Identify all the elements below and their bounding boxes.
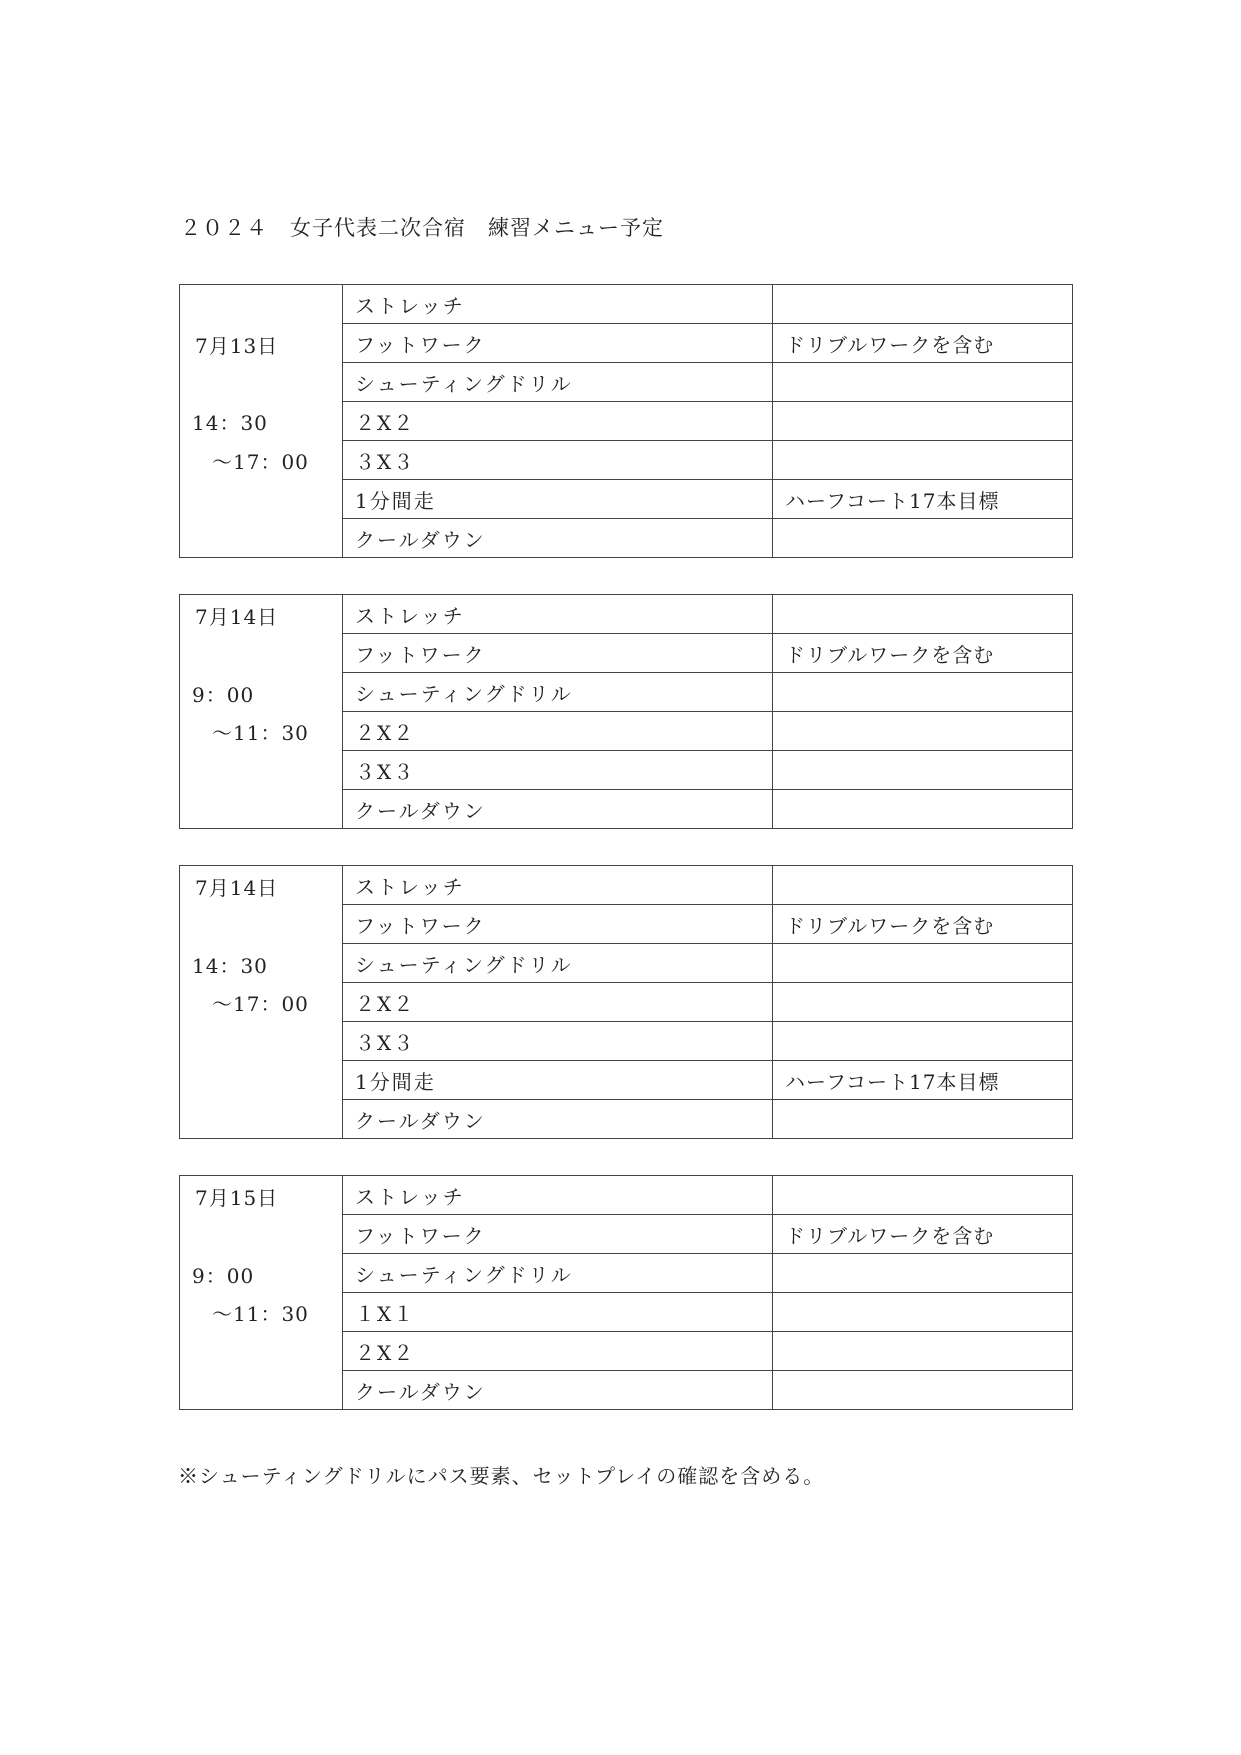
menu-item: ２X２ (343, 712, 773, 751)
menu-note: ドリブルワークを含む (773, 634, 1073, 673)
session-time-cell (180, 866, 343, 1139)
table-row (180, 285, 1073, 324)
menu-item: クールダウン (343, 1100, 773, 1139)
footnote: ※シューティングドリルにパス要素、セットプレイの確認を含める。 (178, 1464, 825, 1488)
menu-note (773, 944, 1073, 983)
menu-item: フットワーク (343, 634, 773, 673)
menu-item: ３X３ (343, 441, 773, 480)
menu-note: ドリブルワークを含む (773, 324, 1073, 363)
menu-item: ３X３ (343, 1022, 773, 1061)
menu-item: フットワーク (343, 1215, 773, 1254)
session-end-time: ～11：30 (212, 1302, 309, 1327)
menu-item: ストレッチ (343, 866, 773, 905)
menu-item: 1分間走 (343, 480, 773, 519)
menu-item: 1分間走 (343, 1061, 773, 1100)
menu-note (773, 441, 1073, 480)
menu-item: シューティングドリル (343, 1254, 773, 1293)
menu-note (773, 1293, 1073, 1332)
menu-item: ストレッチ (343, 595, 773, 634)
menu-item: クールダウン (343, 519, 773, 558)
menu-note (773, 1371, 1073, 1410)
menu-note: ドリブルワークを含む (773, 905, 1073, 944)
menu-note: ハーフコート17本目標 (773, 1061, 1073, 1100)
session-table (179, 284, 1073, 558)
session-time-cell (180, 285, 343, 558)
menu-item: ストレッチ (343, 1176, 773, 1215)
menu-note (773, 1332, 1073, 1371)
session-table (179, 865, 1073, 1139)
menu-item: １X１ (343, 1293, 773, 1332)
session-date: 7月15日 (195, 1186, 279, 1210)
menu-item: フットワーク (343, 324, 773, 363)
session-start-time: 14：30 (192, 411, 268, 436)
menu-note (773, 402, 1073, 441)
menu-item: シューティングドリル (343, 673, 773, 712)
menu-note (773, 751, 1073, 790)
menu-note (773, 1176, 1073, 1215)
session-table (179, 1175, 1073, 1410)
session-end-time: ～17：00 (212, 992, 309, 1017)
menu-item: フットワーク (343, 905, 773, 944)
menu-note (773, 790, 1073, 829)
menu-note (773, 1022, 1073, 1061)
session-time-cell (180, 1176, 343, 1410)
menu-note (773, 673, 1073, 712)
session-date: 7月14日 (195, 605, 279, 629)
session-start-time: 14：30 (192, 953, 268, 978)
table-row (180, 1176, 1073, 1215)
session-end-time: ～11：30 (212, 721, 309, 746)
session-start-time: 9：00 (192, 1263, 255, 1288)
menu-item: ストレッチ (343, 285, 773, 324)
menu-item: シューティングドリル (343, 944, 773, 983)
menu-note (773, 712, 1073, 751)
menu-note (773, 363, 1073, 402)
menu-item: ２X２ (343, 983, 773, 1022)
menu-note: ドリブルワークを含む (773, 1215, 1073, 1254)
menu-note (773, 866, 1073, 905)
menu-note (773, 1100, 1073, 1139)
menu-item: ２X２ (343, 402, 773, 441)
menu-item: クールダウン (343, 790, 773, 829)
table-row (180, 866, 1073, 905)
menu-item: クールダウン (343, 1371, 773, 1410)
document-title: ２０２４ 女子代表二次合宿 練習メニュー予定 (180, 216, 664, 240)
table-row (180, 595, 1073, 634)
menu-note (773, 1254, 1073, 1293)
session-table (179, 594, 1073, 829)
menu-item: ２X２ (343, 1332, 773, 1371)
menu-note (773, 519, 1073, 558)
session-time-cell (180, 595, 343, 829)
menu-note (773, 595, 1073, 634)
menu-note (773, 285, 1073, 324)
session-start-time: 9：00 (192, 682, 255, 707)
session-date: 7月14日 (195, 876, 279, 900)
menu-note (773, 983, 1073, 1022)
session-date: 7月13日 (195, 333, 279, 358)
menu-item: ３X３ (343, 751, 773, 790)
menu-note: ハーフコート17本目標 (773, 480, 1073, 519)
menu-item: シューティングドリル (343, 363, 773, 402)
session-end-time: ～17：00 (212, 450, 309, 475)
